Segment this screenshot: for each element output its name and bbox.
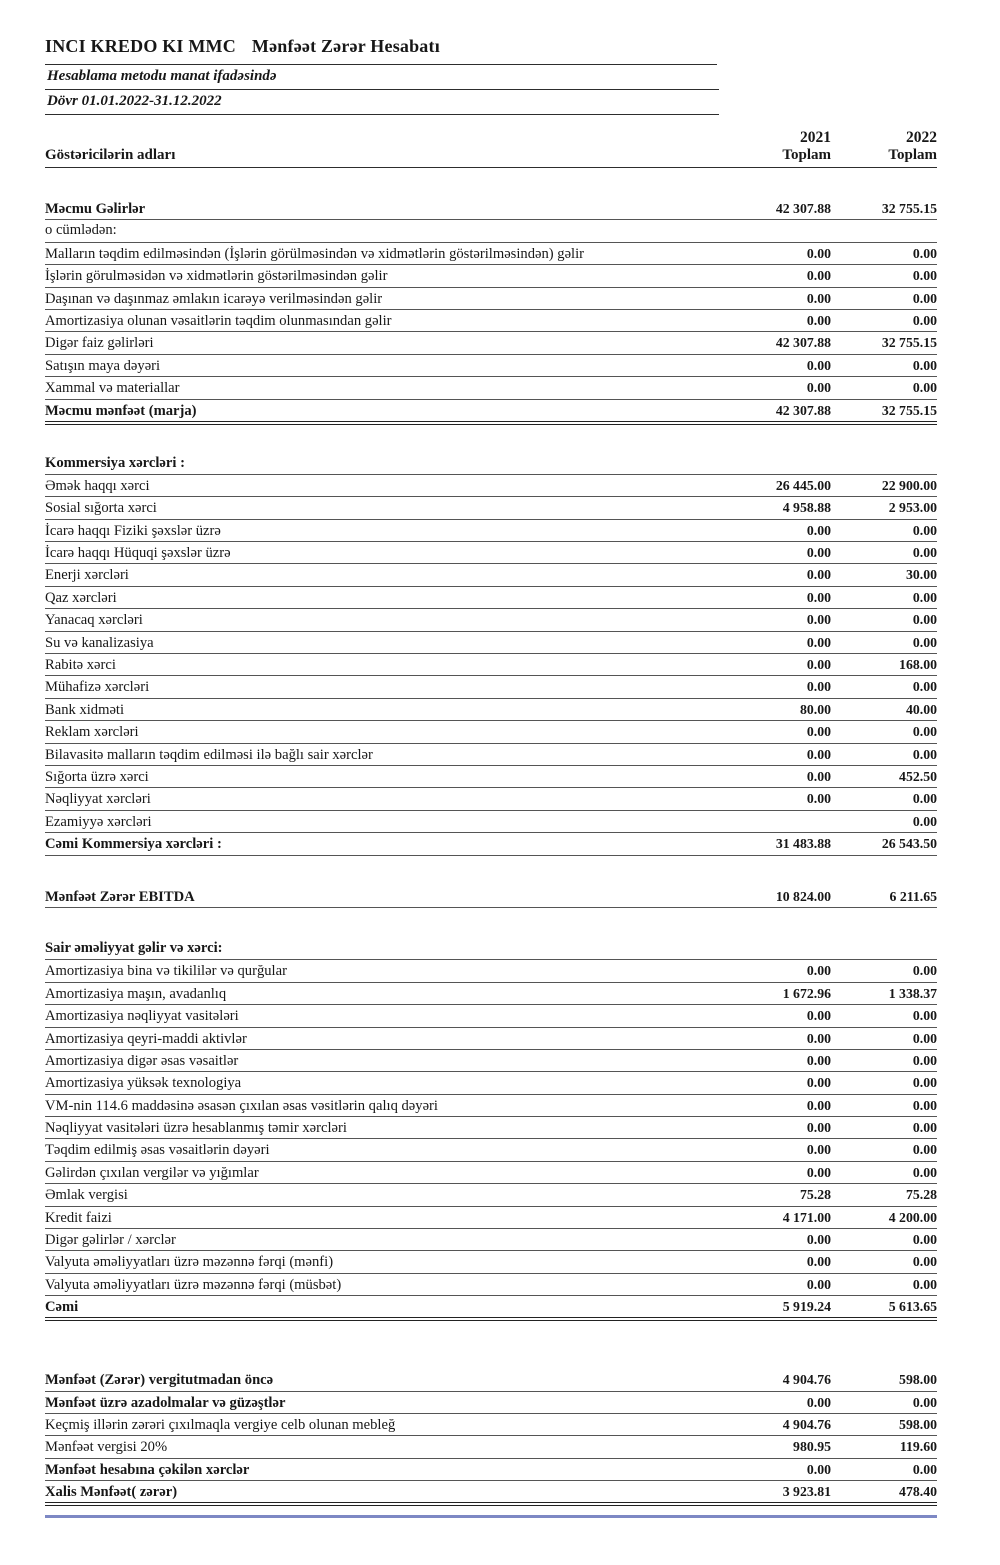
value-2022: 598.00	[899, 1416, 937, 1432]
value-2022: 0.00	[912, 1097, 937, 1113]
value-2022: 30.00	[905, 567, 937, 583]
table-row	[45, 377, 937, 399]
column-header-row	[45, 147, 937, 168]
row-label: Mənfəət hesabına çəkilən xərclər	[45, 1461, 250, 1478]
section-gap	[45, 1321, 937, 1369]
row-label: Mühafizə xərcləri	[45, 679, 150, 696]
value-2021: 0.00	[806, 963, 831, 979]
value-2022: 452.50	[899, 768, 937, 784]
value-2022: 0.00	[912, 1254, 937, 1270]
value-2021: 980.95	[793, 1439, 831, 1455]
table-row	[45, 288, 937, 310]
row-label: Amortizasiya nəqliyyat vasitələri	[45, 1008, 239, 1025]
table-row	[45, 355, 937, 377]
table-row	[45, 886, 937, 908]
value-2022: 0.00	[912, 1142, 937, 1158]
table-row	[45, 1095, 937, 1117]
row-label: Cəmi Kommersiya xərcləri :	[45, 836, 222, 853]
value-2022: 598.00	[899, 1372, 937, 1388]
value-2021: 0.00	[806, 1097, 831, 1113]
row-label: Məcmu Gəlirlər	[45, 201, 146, 217]
value-2021: 0.00	[806, 1075, 831, 1091]
row-label: Satışın maya dəyəri	[45, 357, 161, 374]
row-label: Amortizasiya bina və tikililər və qurğular	[45, 963, 287, 980]
value-2022: 26 543.50	[881, 836, 937, 852]
value-2022: 0.00	[912, 1008, 937, 1024]
table-row	[45, 587, 937, 609]
row-label: İcarə haqqı Fiziki şəxslər üzrə	[45, 522, 221, 539]
row-label: Malların təqdim edilməsindən (İşlərin görülməsindən və xidmətlərin göstərilməsindən) gəlir	[45, 245, 585, 262]
value-2021: 0.00	[806, 1394, 831, 1410]
value-2021: 0.00	[806, 522, 831, 538]
row-label: Yanacaq xərcləri	[45, 612, 143, 629]
value-2022: 0.00	[912, 1052, 937, 1068]
value-2022: 0.00	[912, 1394, 937, 1410]
row-label: Məcmu mənfəət (marja)	[45, 402, 197, 419]
total-2021-header: Toplam	[715, 147, 831, 168]
table-row	[45, 220, 937, 242]
value-2021: 0.00	[806, 1142, 831, 1158]
row-label: o cümlədən:	[45, 222, 117, 239]
row-label: Amortizasiya digər əsas vəsaitlər	[45, 1052, 239, 1069]
row-label: Gəlirdən çıxılan vergilər və yığımlar	[45, 1164, 259, 1181]
value-2021: 0.00	[806, 746, 831, 762]
value-2021: 0.00	[806, 545, 831, 561]
row-label: Amortizasiya qeyri-maddi aktivlər	[45, 1030, 247, 1047]
table-row	[45, 1296, 937, 1321]
table-row	[45, 1481, 937, 1506]
row-label: Digər gəlirlər / xərclər	[45, 1232, 176, 1249]
row-label: Amortizasiya yüksək texnologiya	[45, 1075, 242, 1092]
value-2021: 0.00	[806, 1008, 831, 1024]
value-2022: 0.00	[912, 1120, 937, 1136]
value-2021: 42 307.88	[775, 402, 831, 418]
value-2021: 3 923.81	[782, 1484, 831, 1500]
table-row	[45, 1117, 937, 1139]
value-2022: 75.28	[905, 1187, 937, 1203]
value-2021: 0.00	[806, 724, 831, 740]
table-row	[45, 1207, 937, 1229]
table-row	[45, 654, 937, 676]
row-label: Əmlak vergisi	[45, 1187, 128, 1204]
table-row	[45, 1369, 937, 1391]
value-2021: 0.00	[806, 1276, 831, 1292]
row-label: Mənfəət (Zərər) vergitutmadan öncə	[45, 1372, 274, 1389]
report-title	[45, 36, 717, 65]
value-2022: 0.00	[912, 1276, 937, 1292]
value-2021: 0.00	[806, 1232, 831, 1248]
table-row	[45, 1251, 937, 1273]
row-label: Amortizasiya maşın, avadanlıq	[45, 985, 227, 1002]
value-2022: 5 613.65	[888, 1299, 937, 1315]
value-2022: 0.00	[912, 545, 937, 561]
row-label: Nəqliyyat vasitələri üzrə hesablanmış təmir xərcləri	[45, 1120, 347, 1137]
table-row	[45, 960, 937, 982]
indicators-header: Göstəricilərin adları	[45, 147, 715, 168]
value-2022: 119.60	[899, 1439, 937, 1455]
value-2022: 0.00	[912, 1461, 937, 1477]
table-row	[45, 1184, 937, 1206]
row-label: Digər faiz gəlirləri	[45, 335, 154, 352]
row-label: VM-nin 114.6 maddəsinə əsasən çıxılan əsas vəsitlərin qalıq dəyəri	[45, 1097, 438, 1114]
value-2021: 0.00	[806, 290, 831, 306]
row-label: Mənfəət Zərər EBITDA	[45, 888, 195, 905]
value-2021: 80.00	[799, 701, 831, 717]
value-2022: 0.00	[912, 1232, 937, 1248]
row-label: Valyuta əməliyyatları üzrə məzənnə fərqi (müsbət)	[45, 1276, 342, 1293]
table-row	[45, 475, 937, 497]
table-row	[45, 310, 937, 332]
value-2022: 0.00	[912, 1030, 937, 1046]
value-2022: 0.00	[912, 963, 937, 979]
row-label: Mənfəət vergisi 20%	[45, 1439, 168, 1456]
method-line: Hesablama metodu manat ifadəsində	[45, 65, 719, 90]
table-row	[45, 983, 937, 1005]
table-row	[45, 811, 937, 833]
value-2022: 0.00	[912, 357, 937, 373]
section-gap	[45, 425, 937, 453]
row-label: Xammal və materiallar	[45, 380, 180, 397]
table-row	[45, 1459, 937, 1481]
value-2021: 10 824.00	[775, 888, 831, 904]
value-2021: 0.00	[806, 634, 831, 650]
value-2021: 0.00	[806, 567, 831, 583]
value-2022: 168.00	[899, 657, 937, 673]
value-2021: 31 483.88	[775, 836, 831, 852]
value-2021: 0.00	[806, 679, 831, 695]
section-gap	[45, 908, 937, 938]
table-row	[45, 1162, 937, 1184]
row-label: Təqdim edilmiş əsas vəsaitlərin dəyəri	[45, 1142, 270, 1159]
row-label: Reklam xərcləri	[45, 724, 139, 741]
table-row	[45, 1139, 937, 1161]
value-2022: 478.40	[899, 1484, 937, 1500]
table-row	[45, 833, 937, 855]
value-2022: 1 338.37	[888, 985, 937, 1001]
value-2021: 1 672.96	[782, 985, 831, 1001]
value-2021: 0.00	[806, 791, 831, 807]
table-row	[45, 676, 937, 698]
value-2022: 0.00	[912, 245, 937, 261]
table-row	[45, 744, 937, 766]
row-label: Ezamiyyə xərcləri	[45, 813, 152, 830]
row-label: Nəqliyyat xərcləri	[45, 791, 151, 808]
value-2021: 42 307.88	[775, 335, 831, 351]
value-2021: 0.00	[806, 245, 831, 261]
row-label: Sosial sığorta xərci	[45, 500, 157, 517]
value-2021: 0.00	[806, 268, 831, 284]
row-label: Valyuta əməliyyatları üzrə məzənnə fərqi (mənfi)	[45, 1254, 334, 1271]
value-2022: 0.00	[912, 724, 937, 740]
value-2022: 32 755.15	[881, 402, 937, 418]
table-row	[45, 497, 937, 519]
year-header-spacer	[45, 129, 715, 147]
row-label: Rabitə xərci	[45, 657, 116, 674]
value-2021: 0.00	[806, 589, 831, 605]
value-2022: 0.00	[912, 612, 937, 628]
value-2022: 0.00	[912, 1075, 937, 1091]
value-2021: 0.00	[806, 768, 831, 784]
row-label: İcarə haqqı Hüquqi şəxslər üzrə	[45, 545, 231, 562]
value-2021: 0.00	[806, 380, 831, 396]
value-2021: 0.00	[806, 1254, 831, 1270]
value-2022: 0.00	[912, 380, 937, 396]
row-label: Daşınan və daşınmaz əmlakın icarəyə verilməsindən gəlir	[45, 290, 383, 307]
company-name: INCI KREDO KI MMC	[45, 36, 236, 56]
row-label: Sığorta üzrə xərci	[45, 768, 149, 785]
value-2021: 42 307.88	[775, 201, 831, 216]
value-2021: 4 904.76	[782, 1416, 831, 1432]
value-2022: 0.00	[912, 791, 937, 807]
table-row	[45, 453, 937, 475]
table-row	[45, 520, 937, 542]
table-row	[45, 721, 937, 743]
row-label: Su və kanalizasiya	[45, 634, 154, 651]
value-2021: 0.00	[806, 1052, 831, 1068]
period-line: Dövr 01.01.2022-31.12.2022	[45, 90, 719, 115]
table-row	[45, 788, 937, 810]
value-2021: 0.00	[806, 1461, 831, 1477]
row-label: Cəmi	[45, 1299, 79, 1316]
row-label: Xalis Mənfəət( zərər)	[45, 1484, 178, 1501]
table-row	[45, 766, 937, 788]
value-2022: 0.00	[912, 522, 937, 538]
row-label: Mənfəət üzrə azadolmalar və güzəştlər	[45, 1394, 286, 1411]
value-2021: 26 445.00	[775, 477, 831, 493]
table-row	[45, 400, 937, 425]
table-row	[45, 1229, 937, 1251]
value-2021: 75.28	[799, 1187, 831, 1203]
row-label: Qaz xərcləri	[45, 589, 117, 606]
table-row	[45, 542, 937, 564]
row-label: Bank xidməti	[45, 701, 125, 718]
row-label: Kommersiya xərcləri :	[45, 454, 185, 471]
table-row	[45, 1436, 937, 1458]
value-2022: 0.00	[912, 312, 937, 328]
table-row	[45, 938, 937, 960]
value-2021: 5 919.24	[782, 1299, 831, 1315]
table-row	[45, 1072, 937, 1094]
year-header-row	[45, 129, 937, 147]
table-row	[45, 699, 937, 721]
value-2022: 4 200.00	[888, 1209, 937, 1225]
value-2022: 2 953.00	[888, 500, 937, 516]
table-row	[45, 1050, 937, 1072]
value-2022: 0.00	[912, 1164, 937, 1180]
value-2022: 0.00	[912, 813, 937, 829]
table-row	[45, 243, 937, 265]
table-row	[45, 609, 937, 631]
row-label: Kredit faizi	[45, 1209, 112, 1226]
value-2022: 32 755.15	[881, 201, 937, 216]
value-2022: 40.00	[905, 701, 937, 717]
row-label: Amortizasiya olunan vəsaitlərin təqdim olunmasından gəlir	[45, 312, 392, 329]
value-2021: 0.00	[806, 1120, 831, 1136]
value-2022: 0.00	[912, 589, 937, 605]
value-2021: 0.00	[806, 1164, 831, 1180]
value-2021: 4 171.00	[782, 1209, 831, 1225]
row-label: Bilavasitə malların təqdim edilməsi ilə bağlı sair xərclər	[45, 746, 373, 763]
row-label: Əmək haqqı xərci	[45, 477, 150, 494]
value-2022: 32 755.15	[881, 335, 937, 351]
table-row	[45, 265, 937, 287]
table-row	[45, 1392, 937, 1414]
value-2022: 0.00	[912, 268, 937, 284]
table-row	[45, 1028, 937, 1050]
value-2022: 6 211.65	[889, 888, 937, 904]
value-2021: 4 904.76	[782, 1372, 831, 1388]
value-2021: 0.00	[806, 312, 831, 328]
total-2022-header: Toplam	[831, 147, 937, 168]
bottom-rule	[45, 1515, 937, 1518]
value-2021: 0.00	[806, 1030, 831, 1046]
value-2022: 0.00	[912, 290, 937, 306]
row-label: Sair əməliyyat gəlir və xərci:	[45, 939, 223, 956]
value-2022: 0.00	[912, 634, 937, 650]
value-2021: 0.00	[806, 612, 831, 628]
year-2021-header: 2021	[800, 129, 831, 146]
value-2022: 0.00	[912, 746, 937, 762]
value-2021: 4 958.88	[782, 500, 831, 516]
value-2022: 0.00	[912, 679, 937, 695]
value-2021: 0.00	[806, 357, 831, 373]
row-label: İşlərin görulməsidən və xidmətlərin göstərilməsindən gəlir	[45, 268, 388, 285]
document-title: Mənfəət Zərər Hesabatı	[251, 36, 440, 56]
rows	[45, 198, 937, 1506]
section-gap	[45, 856, 937, 886]
value-2022: 22 900.00	[881, 477, 937, 493]
year-2022-header: 2022	[906, 129, 937, 146]
table-row	[45, 1274, 937, 1296]
table-row	[45, 1005, 937, 1027]
table-row	[45, 1414, 937, 1436]
table-row	[45, 332, 937, 354]
row-label: Enerji xərcləri	[45, 567, 129, 584]
table-row	[45, 632, 937, 654]
table-row	[45, 564, 937, 586]
value-2021: 0.00	[806, 657, 831, 673]
row-label: Keçmiş illərin zərəri çıxılmaqla vergiye celb olunan mebleğ	[45, 1416, 396, 1433]
table-row	[45, 198, 937, 220]
